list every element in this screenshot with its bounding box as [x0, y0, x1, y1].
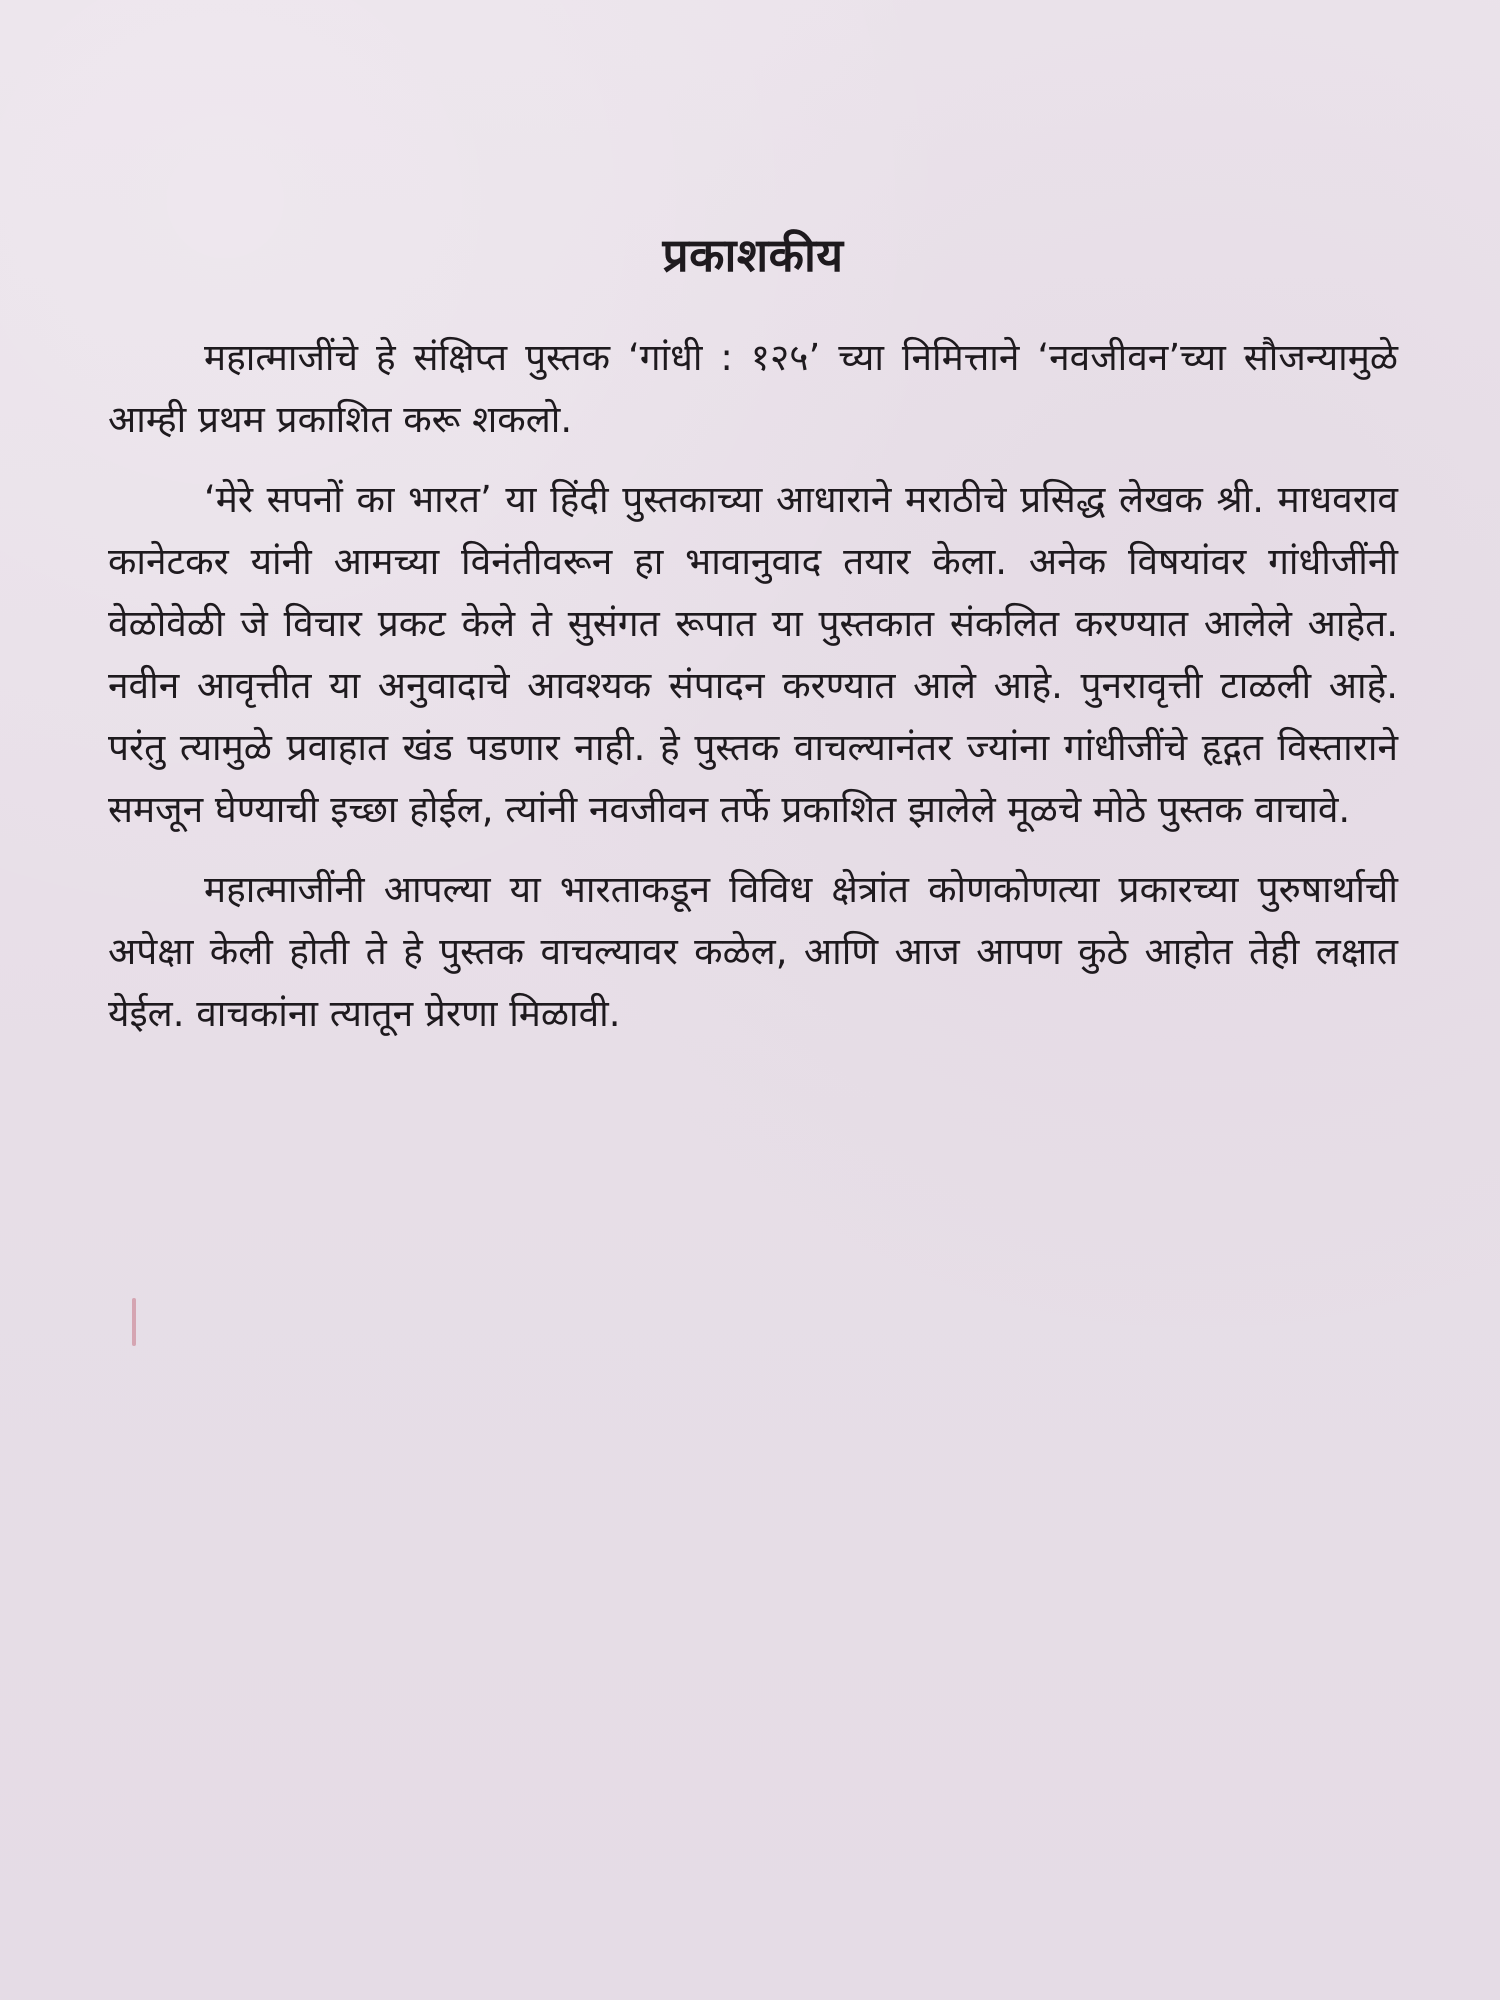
paragraph-3: महात्माजींनी आपल्या या भारताकडून विविध क्षेत्रांत कोणकोणत्या प्रकारच्या पुरुषार्थाची अपेक्षा केली होती ते हे पुस्तक वाचल्यावर कळेल, आणि आज आपण कुठे आहोत तेही लक्षात येईल. वाचकांना त्यातून प्रेरणा मिळावी.: [108, 868, 1398, 1036]
document-content: [108, 228, 1398, 1045]
paragraph-2: ‘मेरे सपनों का भारत’ या हिंदी पुस्तकाच्या आधाराने मराठीचे प्रसिद्ध लेखक श्री. माधवराव कानेटकर यांनी आमच्या विनंतीवरून हा भावानुवाद तयार केला. अनेक विषयांवर गांधीजींनी वेळोवेळी जे विचार प्रकट केले ते सुसंगत रूपात या पुस्तकात संकलित करण्यात आलेले आहेत. नवीन आवृत्तीत या अनुवादाचे आवश्यक संपादन करण्यात आले आहे. पुनरावृत्ती टाळली आहे. परंतु त्यामुळे प्रवाहात खंड पडणार नाही. हे पुस्तक वाचल्यानंतर ज्यांना गांधीजींचे हृद्गत विस्ताराने समजून घेण्याची इच्छा होईल, त्यांनी नवजीवन तर्फे प्रकाशित झालेले मूळचे मोठे पुस्तक वाचावे.: [108, 478, 1398, 832]
ink-mark: [132, 1298, 136, 1346]
paragraph-1: महात्माजींचे हे संक्षिप्त पुस्तक ‘गांधी : १२५’ च्या निमित्ताने ‘नवजीवन’च्या सौजन्यामुळे आम्ही प्रथम प्रकाशित करू शकलो.: [108, 336, 1398, 442]
document-title: प्रकाशकीय: [662, 228, 844, 282]
